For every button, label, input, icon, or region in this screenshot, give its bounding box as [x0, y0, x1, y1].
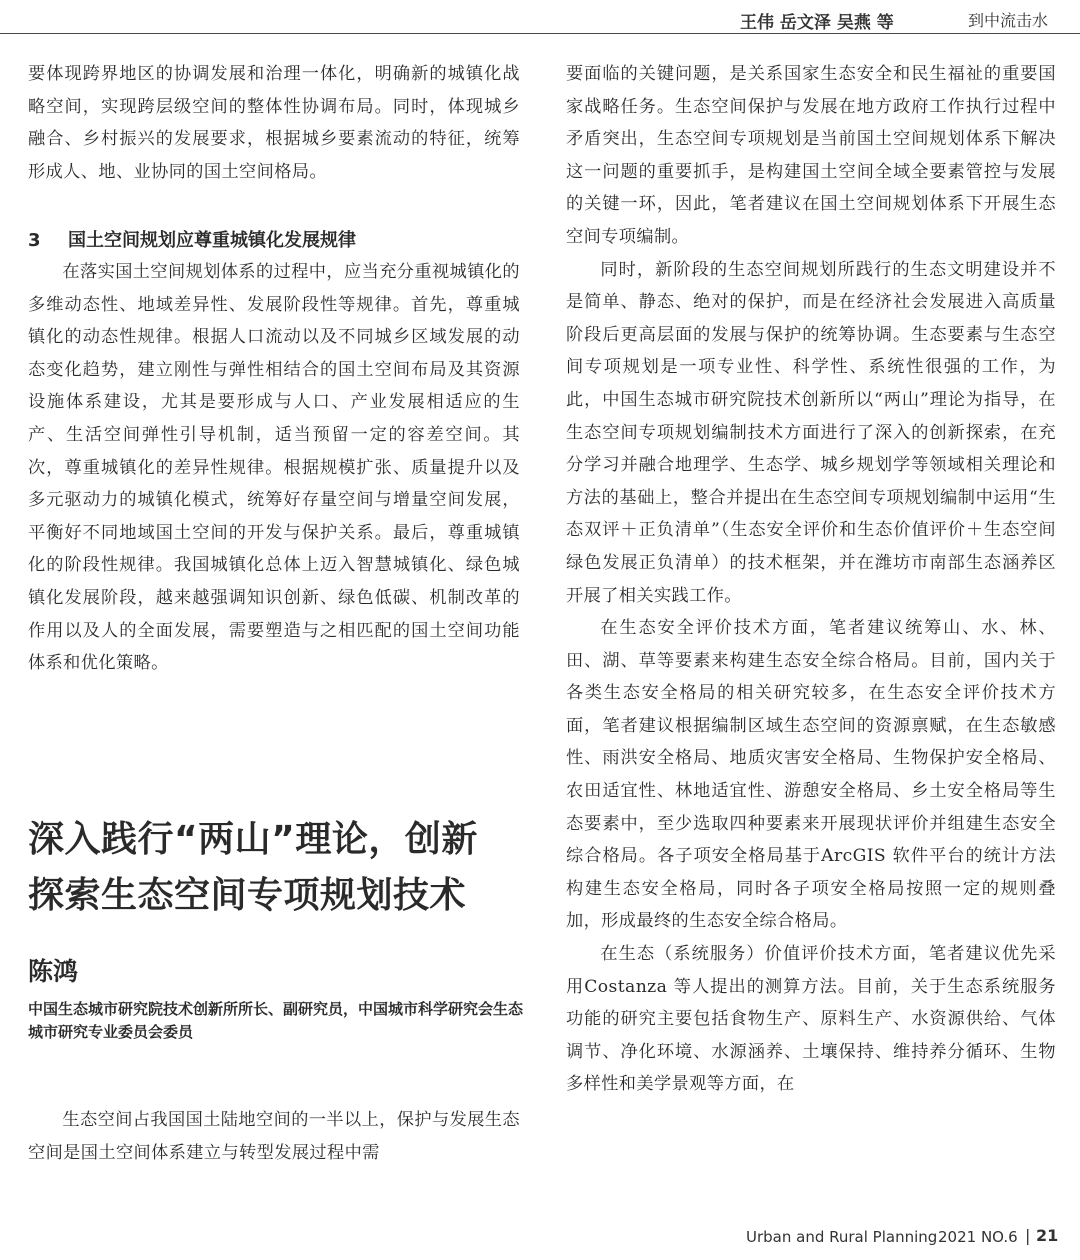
- right-column: [566, 58, 1056, 1101]
- right-paragraph-3: 在生态安全评价技术方面，笔者建议统筹山、水、林、田、湖、草等要素来构建生态安全综合格局。目前，国内关于各类生态安全格局的相关研究较多，在生态安全评价技术方面，笔者建议根据编制区域生态空间的资源禀赋，在生态敏感性、雨洪安全格局、地质灾害安全格局、生物保护安全格局、农田适宜性、林地适宜性、游憩安全格局、乡土安全格局等生态要素中，至少选取四种要素来开展现状评价并组建生态安全综合格局。各子项安全格局基于ArcGIS 软件平台的统计方法构建生态安全格局，同时各子项安全格局按照一定的规则叠加，形成最终的生态安全综合格局。: [566, 618, 1056, 932]
- article-title: [28, 812, 528, 924]
- footer-issue: 2021 NO.6: [938, 1228, 1018, 1246]
- section-title: 国土空间规划应尊重城镇化发展规律: [68, 230, 356, 251]
- page-number: 21: [1036, 1226, 1059, 1245]
- footer-separator: |: [1025, 1226, 1031, 1245]
- left-column-bottom: [28, 1104, 520, 1169]
- author-name: 陈鸿: [28, 957, 79, 986]
- section-heading: [28, 226, 520, 252]
- left-column-middle: [28, 256, 520, 680]
- article-title-line-1: 深入践行“两山”理论，创新: [28, 819, 478, 860]
- right-paragraph-1: 要面临的关键问题，是关系国家生态安全和民生福祉的重要国家战略任务。生态空间保护与发展在地方政府工作执行过程中矛盾突出，生态空间专项规划是当前国土空间规划体系下解决这一问题的重要抓手，是构建国土空间全域全要素管控与发展的关键一环，因此，笔者建议在国土空间规划体系下开展生态空间专项编制。: [566, 64, 1056, 247]
- running-header: [0, 0, 1080, 34]
- left-paragraph-3: 生态空间占我国国土陆地空间的一半以上，保护与发展生态空间是国土空间体系建立与转型发展过程中需: [28, 1110, 520, 1163]
- left-paragraph-2: 在落实国土空间规划体系的过程中，应当充分重视城镇化的多维动态性、地域差异性、发展阶段性等规律。首先，尊重城镇化的动态性规律。根据人口流动以及不同城乡区域发展的动态变化趋势，建立刚性与弹性相结合的国土空间布局及其资源设施体系建设，尤其是要形成与人口、产业发展相适应的生产、生活空间弹性引导机制，适当预留一定的容差空间。其次，尊重城镇化的差异性规律。根据规模扩张、质量提升以及多元驱动力的城镇化模式，统筹好存量空间与增量空间发展，平衡好不同地域国土空间的开发与保护关系。最后，尊重城镇化的阶段性规律。我国城镇化总体上迈入智慧城镇化、绿色城镇化发展阶段，越来越强调知识创新、绿色低碳、机制改革的作用以及人的全面发展，需要塑造与之相匹配的国土空间功能体系和优化策略。: [28, 262, 520, 674]
- header-rule: [0, 33, 1080, 34]
- footer-journal-name: Urban and Rural Planning: [746, 1228, 938, 1246]
- header-authors: 王伟 岳文泽 吴燕 等: [740, 13, 894, 33]
- header-section-title: 到中流击水: [968, 11, 1049, 30]
- section-number: 3: [28, 230, 41, 251]
- right-paragraph-2: 同时，新阶段的生态空间规划所践行的生态文明建设并不是简单、静态、绝对的保护，而是在经济社会发展进入高质量阶段后更高层面的发展与保护的统筹协调。生态要素与生态空间专项规划是一项专业性、科学性、系统性很强的工作，为此，中国生态城市研究院技术创新所以“两山”理论为指导，在生态空间专项规划编制技术方面进行了深入的创新探索，在充分学习并融合地理学、生态学、城乡规划学等领域相关理论和方法的基础上，整合并提出在生态空间专项规划编制中运用“生态双评＋正负清单”（生态安全评价和生态价值评价＋生态空间绿色发展正负清单）的技术框架，并在潍坊市南部生态涵养区开展了相关实践工作。: [566, 259, 1056, 606]
- author-affiliation: 中国生态城市研究院技术创新所所长、副研究员，中国城市科学研究会生态城市研究专业委员会委员: [28, 1000, 524, 1041]
- left-paragraph-1: 要体现跨界地区的协调发展和治理一体化，明确新的城镇化战略空间，实现跨层级空间的整体性协调布局。同时，体现城乡融合、乡村振兴的发展要求，根据城乡要素流动的特征，统筹形成人、地、业协同的国土空间格局。: [28, 64, 520, 182]
- left-column-top: [28, 58, 520, 188]
- page-footer: [0, 1224, 1080, 1254]
- article-title-line-2: 探索生态空间专项规划技术: [28, 875, 467, 916]
- right-paragraph-4: 在生态（系统服务）价值评价技术方面，笔者建议优先采用Costanza 等人提出的测算方法。目前，关于生态系统服务功能的研究主要包括食物生产、原料生产、水资源供给、气体调节、净化环境、水源涵养、土壤保持、维持养分循环、生物多样性和美学景观等方面，在: [566, 944, 1056, 1095]
